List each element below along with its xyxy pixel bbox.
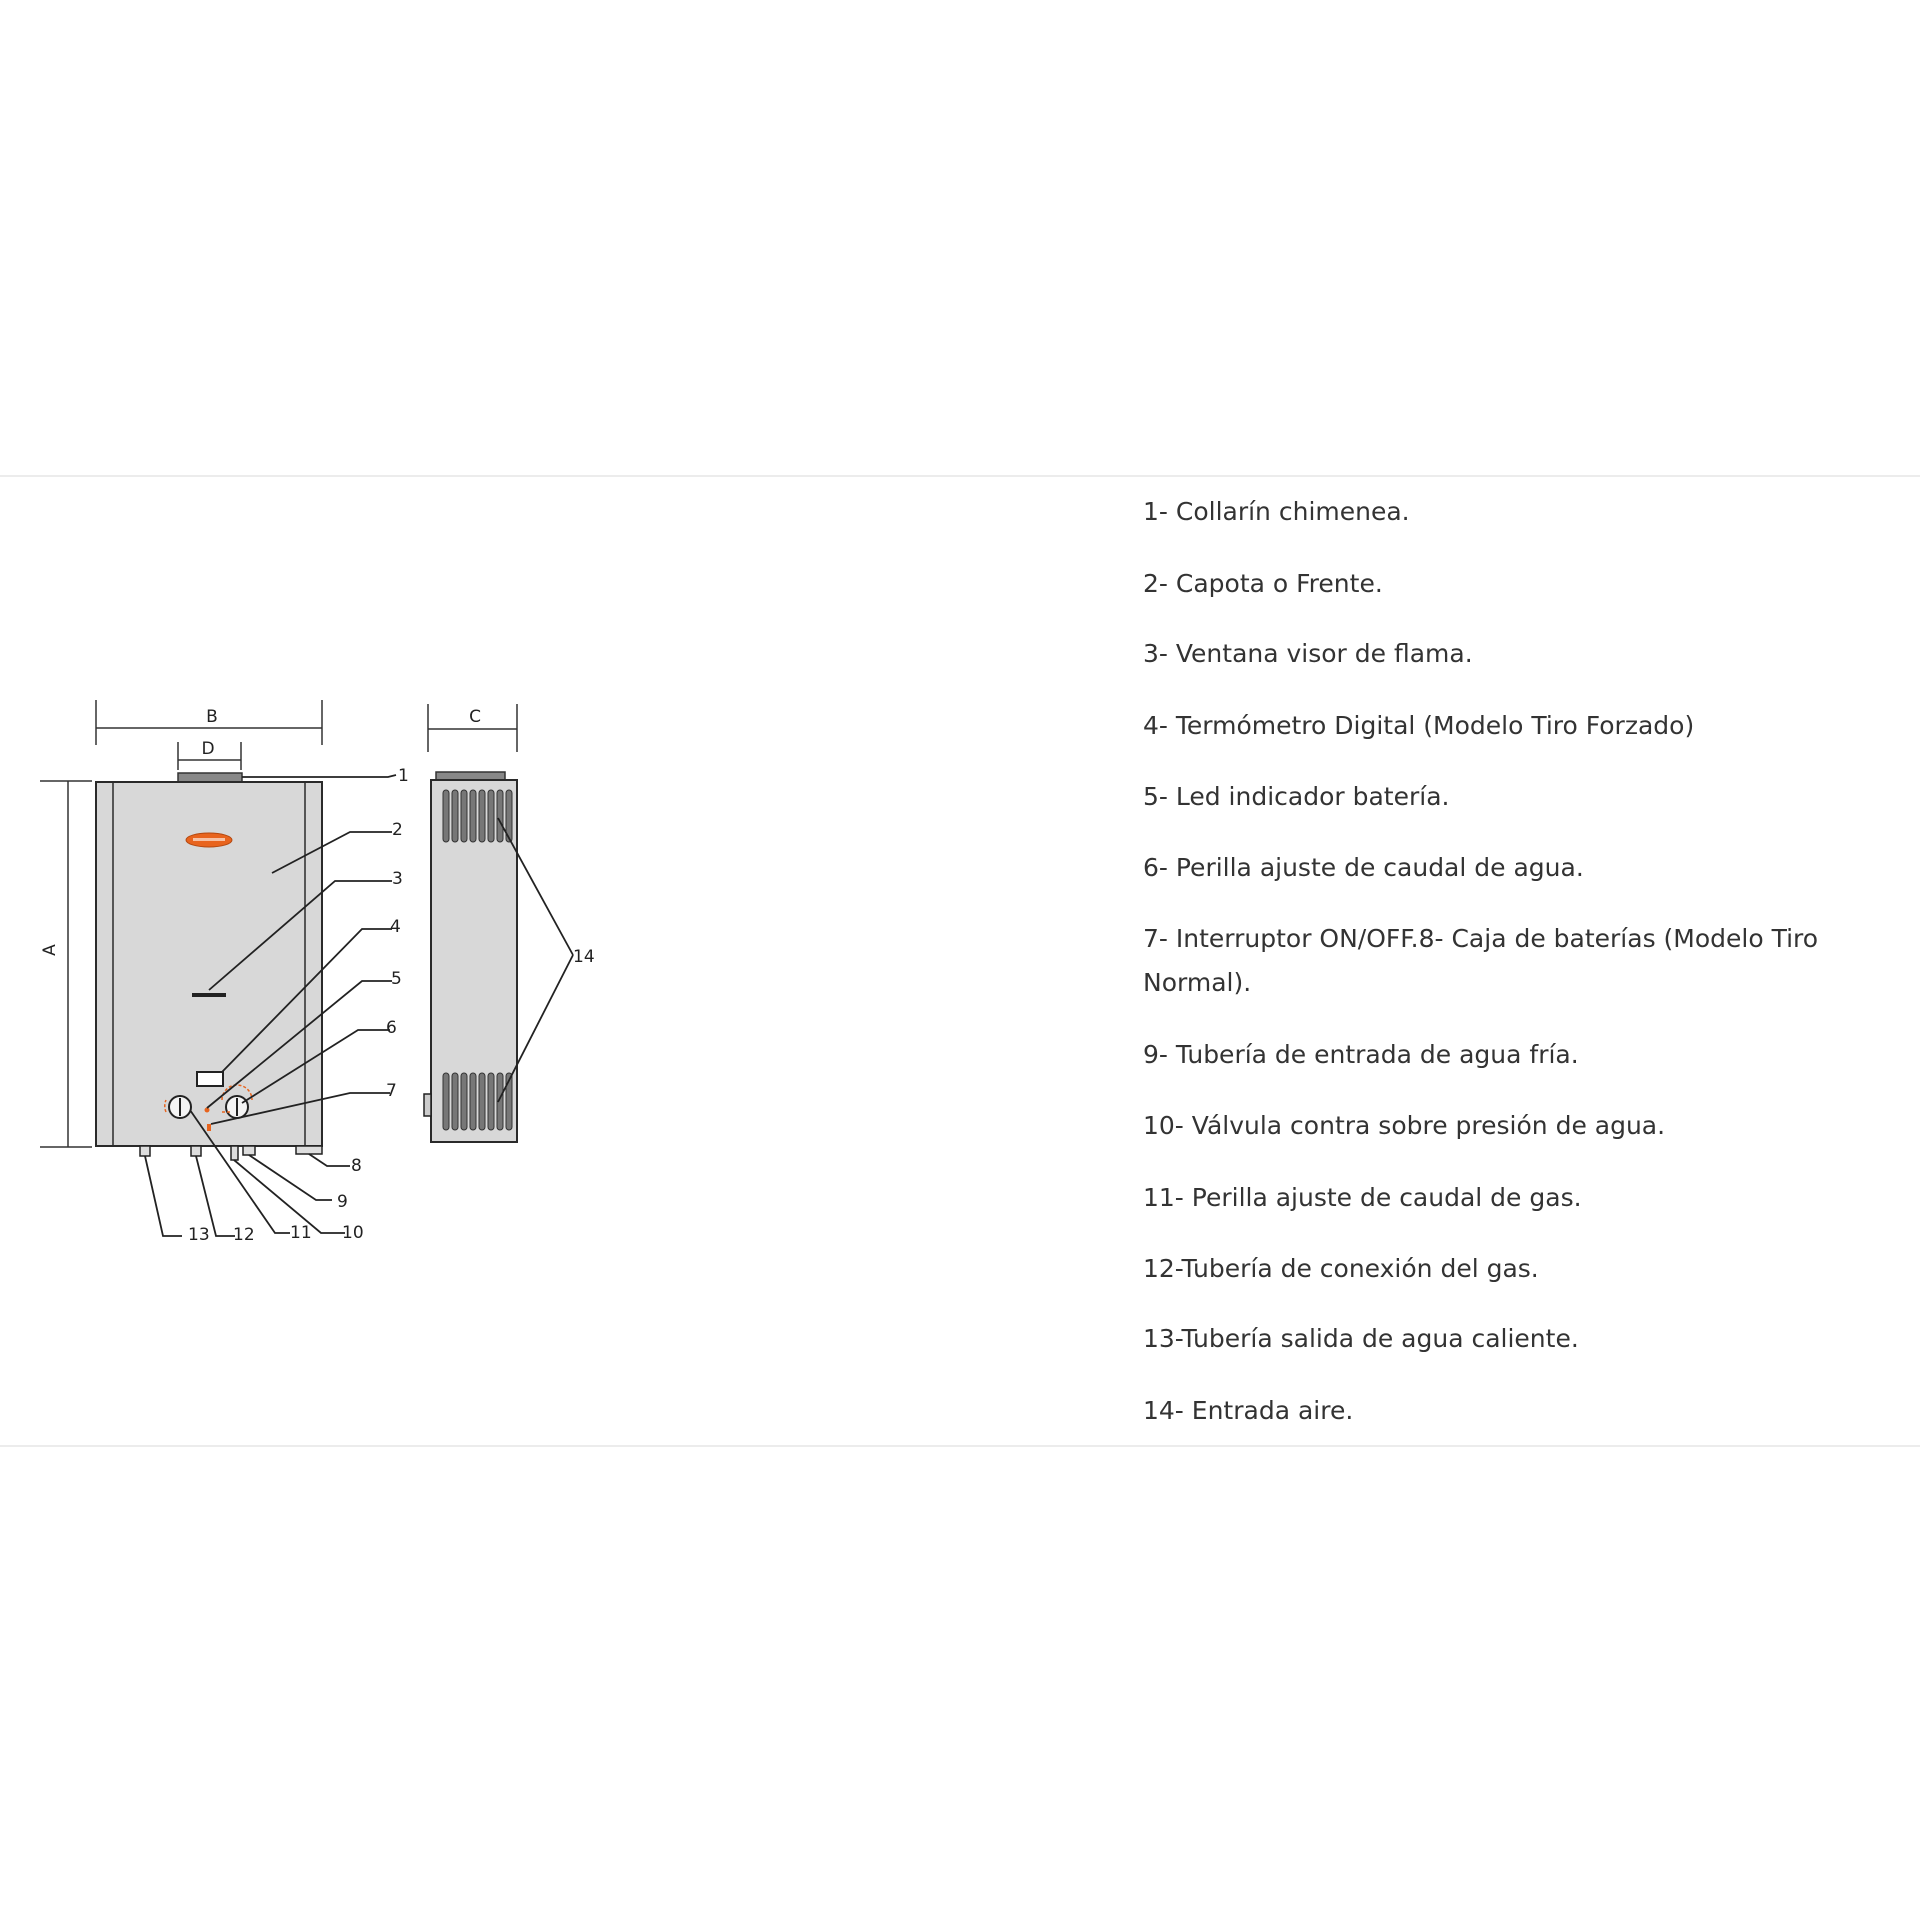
side-top bbox=[436, 772, 505, 780]
callout-7: 7 bbox=[386, 1081, 397, 1101]
on-off-switch bbox=[207, 1124, 211, 1131]
callout-10: 10 bbox=[342, 1223, 364, 1243]
callout-4: 4 bbox=[390, 917, 401, 937]
callout-9: 9 bbox=[337, 1192, 348, 1212]
callout-6: 6 bbox=[386, 1018, 397, 1038]
callout-2: 2 bbox=[392, 820, 403, 840]
legend-item-5: 5- Led indicador batería. bbox=[1143, 782, 1450, 811]
digital-thermometer bbox=[197, 1072, 223, 1086]
legend-item-10: 10- Válvula contra sobre presión de agua. bbox=[1143, 1111, 1666, 1140]
dimension-label-c: C bbox=[469, 707, 481, 727]
legend-item-2: 2- Capota o Frente. bbox=[1143, 569, 1383, 598]
callout-3: 3 bbox=[392, 869, 403, 889]
dimension-label-a: A bbox=[40, 944, 60, 956]
legend-item-1: 1- Collarín chimenea. bbox=[1143, 497, 1410, 526]
legend-item-9: 9- Tubería de entrada de agua fría. bbox=[1143, 1040, 1579, 1069]
dimension-label-d: D bbox=[201, 739, 215, 759]
dimension-label-b: B bbox=[206, 707, 218, 727]
legend-item-7-8: 7- Interruptor ON/OFF.8- Caja de baterías (Modelo Tiro Normal). bbox=[1143, 924, 1819, 997]
callout-5: 5 bbox=[391, 969, 402, 989]
legend-item-12: 12-Tubería de conexión del gas. bbox=[1143, 1254, 1539, 1283]
callout-12: 12 bbox=[233, 1225, 255, 1245]
front-view bbox=[40, 700, 409, 1245]
callout-13: 13 bbox=[188, 1225, 210, 1245]
legend-item-13: 13-Tubería salida de agua caliente. bbox=[1143, 1324, 1579, 1353]
legend-item-11: 11- Perilla ajuste de caudal de gas. bbox=[1143, 1183, 1582, 1212]
flame-window bbox=[192, 993, 226, 997]
legend-item-6: 6- Perilla ajuste de caudal de agua. bbox=[1143, 853, 1584, 882]
callout-8: 8 bbox=[351, 1156, 362, 1176]
callout-11: 11 bbox=[290, 1223, 312, 1243]
legend-item-4: 4- Termómetro Digital (Modelo Tiro Forzado) bbox=[1143, 711, 1695, 740]
battery-led bbox=[205, 1108, 210, 1113]
side-view bbox=[424, 704, 595, 1142]
callout-14: 14 bbox=[573, 947, 595, 967]
legend-item-14: 14- Entrada aire. bbox=[1143, 1396, 1354, 1425]
legend-item-3: 3- Ventana visor de flama. bbox=[1143, 639, 1473, 668]
callout-1: 1 bbox=[398, 766, 409, 786]
